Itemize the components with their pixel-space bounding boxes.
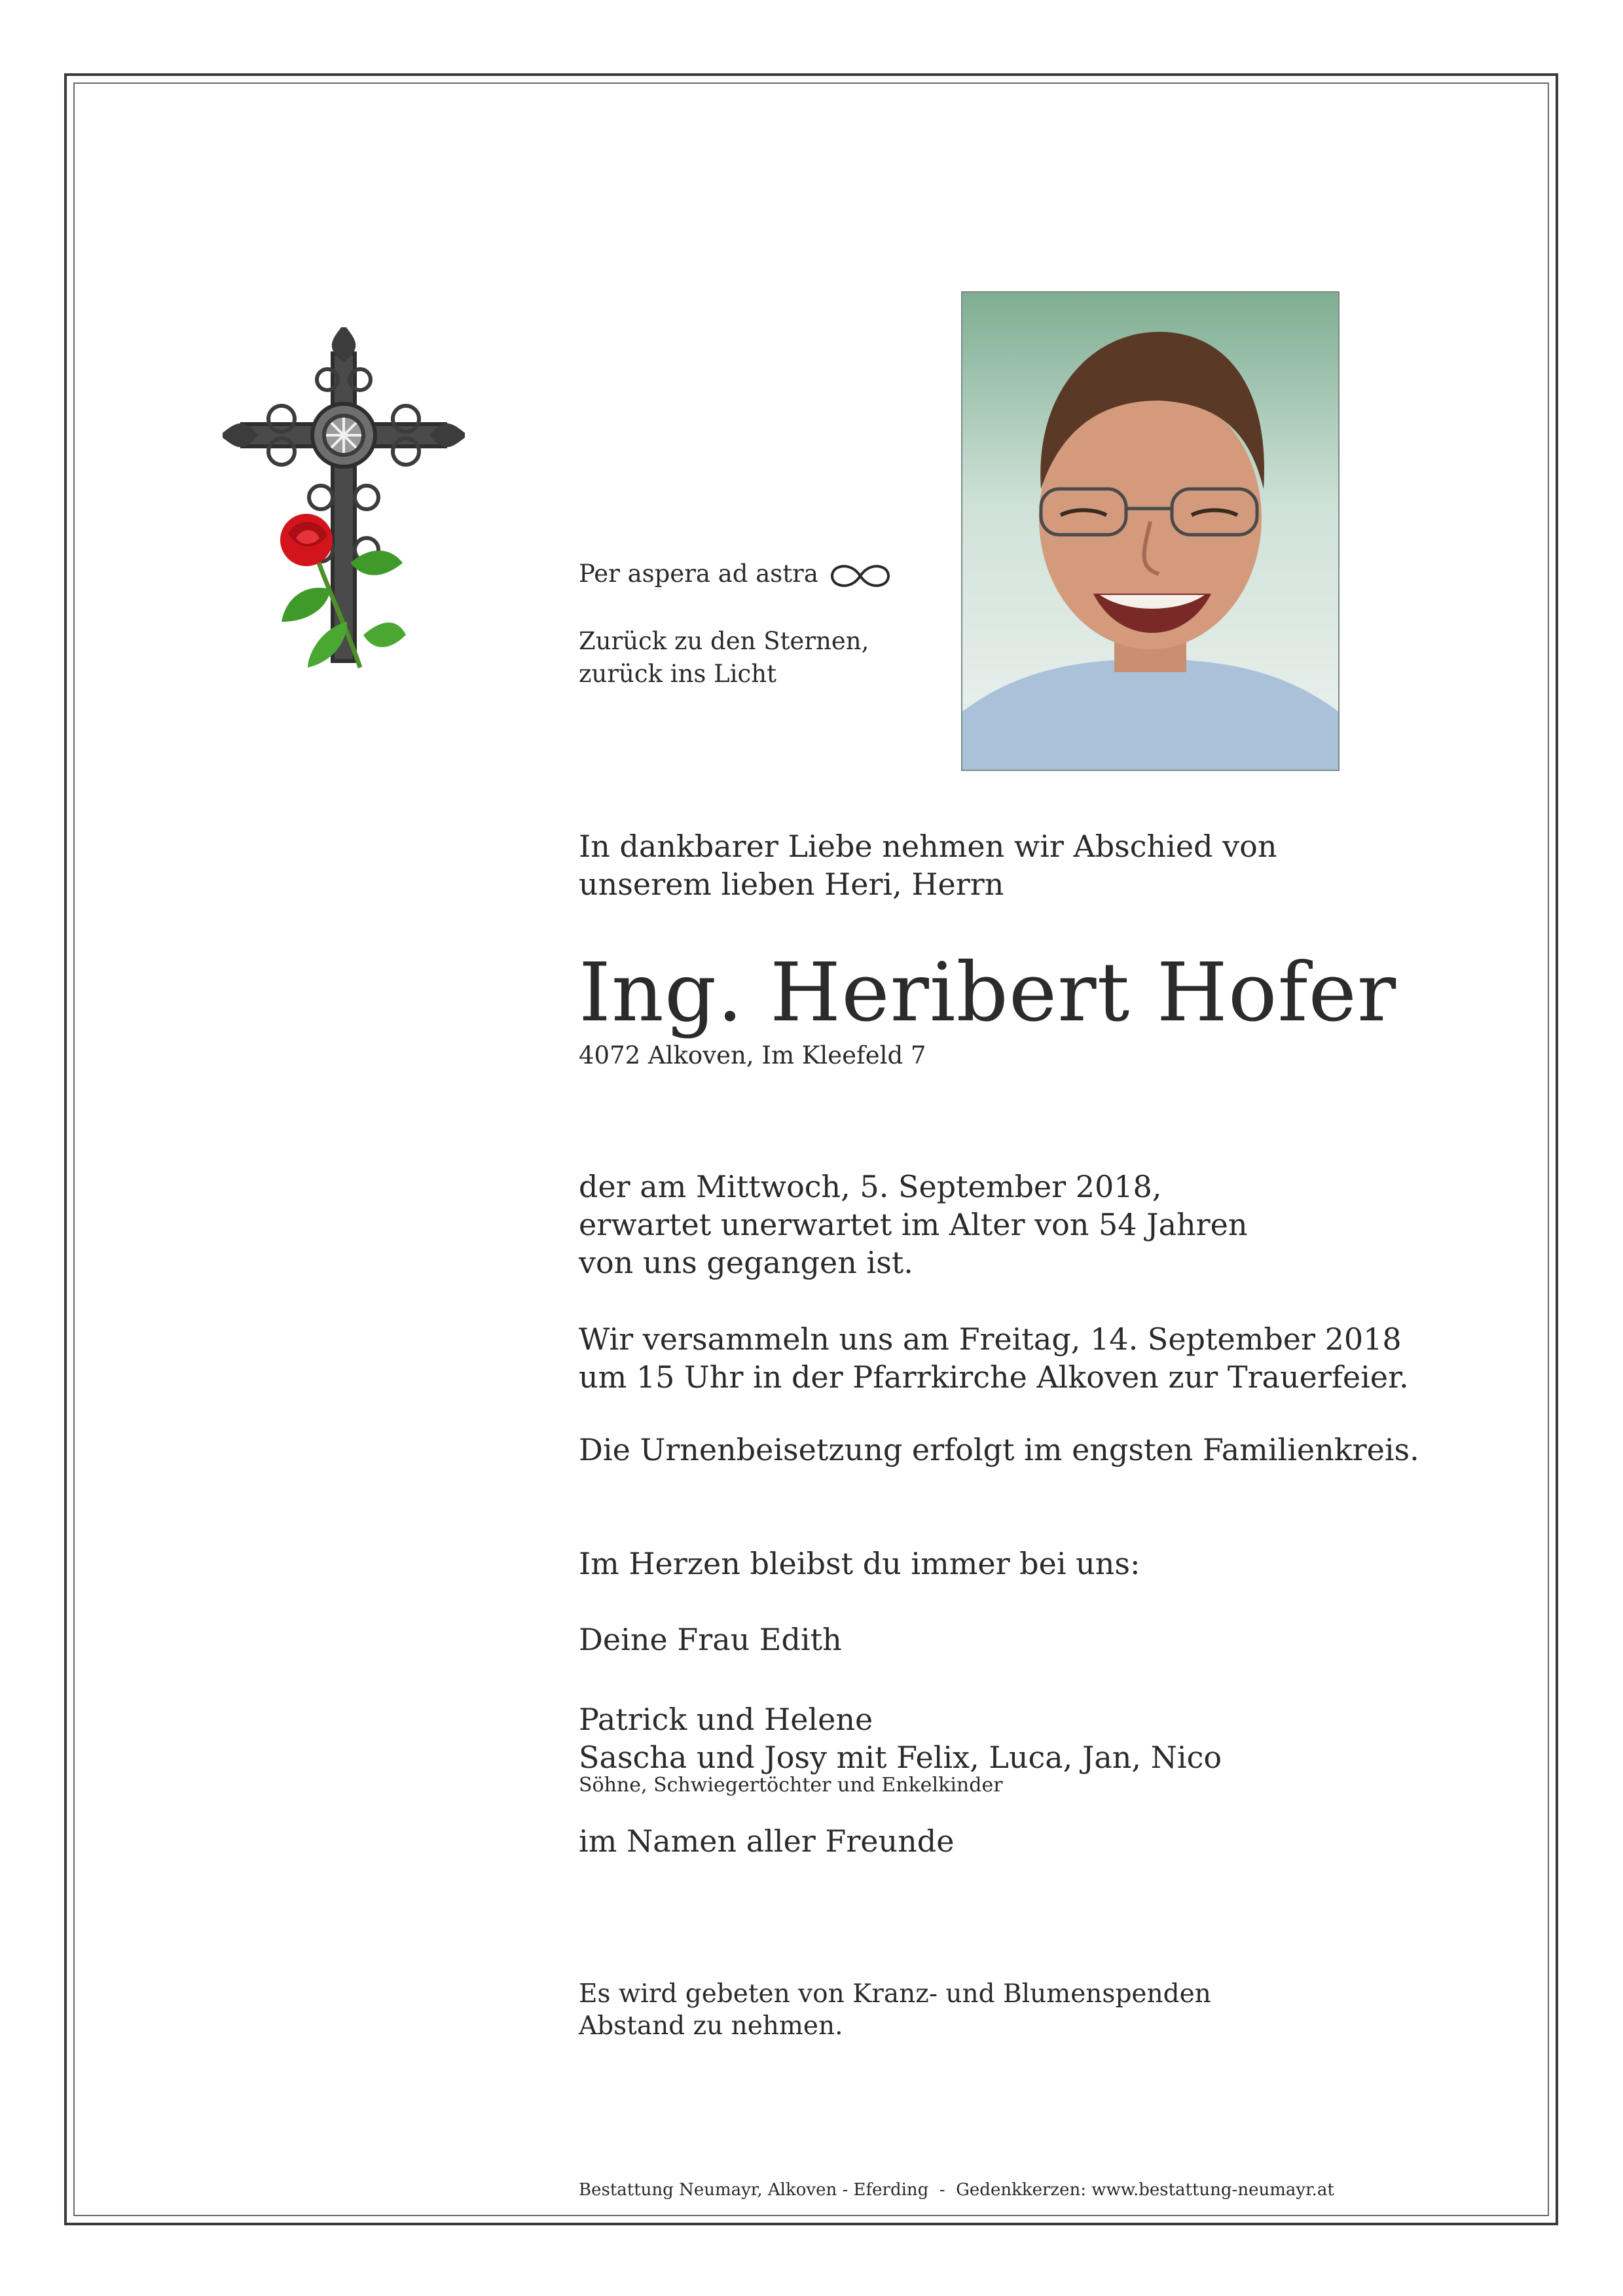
cross-with-rose-image: [223, 327, 465, 681]
mourners-heading: Im Herzen bleibst du immer bei uns:: [579, 1546, 1140, 1581]
motto-sub-line: Zurück zu den Sternen,: [579, 627, 869, 655]
motto-line: [579, 562, 893, 590]
children-line: Sascha und Josy mit Felix, Luca, Jan, Nico: [579, 1740, 1222, 1775]
infinity-icon: [828, 562, 893, 590]
funeral-home-footer: Bestattung Neumayr, Alkoven - Eferding - Gedenkkerzen: www.bestattung-neumayr.at: [579, 2180, 1334, 2200]
death-line: erwartet unerwartet im Alter von 54 Jahren: [579, 1207, 1248, 1242]
death-line: von uns gegangen ist.: [579, 1245, 913, 1280]
service-line: um 15 Uhr in der Pfarrkirche Alkoven zur Trauerfeier.: [579, 1359, 1409, 1395]
mourner-friends: im Namen aller Freunde: [579, 1823, 955, 1859]
deceased-address: 4072 Alkoven, Im Kleefeld 7: [579, 1041, 926, 1069]
motto-sub-line: zurück ins Licht: [579, 660, 776, 688]
motto-text: Per aspera ad astra: [579, 560, 818, 588]
mourner-children: [579, 1700, 1222, 1776]
intro-line: In dankbarer Liebe nehmen wir Abschied von: [579, 829, 1277, 864]
portrait-image: [962, 293, 1338, 770]
children-relation-note: Söhne, Schwiegertöchter und Enkelkinder: [579, 1774, 1003, 1797]
flower-donation-request: [579, 1978, 1211, 2042]
portrait-photo: [961, 291, 1340, 771]
service-line: Wir versammeln uns am Freitag, 14. September 2018: [579, 1321, 1402, 1357]
request-line: Es wird gebeten von Kranz- und Blumenspenden: [579, 1979, 1211, 2009]
mourner-wife: Deine Frau Edith: [579, 1622, 842, 1657]
funeral-service-info: [579, 1320, 1409, 1396]
children-line: Patrick und Helene: [579, 1702, 873, 1737]
deceased-name: Ing. Heribert Hofer: [579, 946, 1397, 1040]
death-notice: [579, 1168, 1248, 1282]
motto-subtext: [579, 625, 869, 691]
urn-burial-info: Die Urnenbeisetzung erfolgt im engsten Familienkreis.: [579, 1432, 1419, 1467]
intro-line: unserem lieben Heri, Herrn: [579, 867, 1004, 902]
intro-text: [579, 827, 1277, 903]
request-line: Abstand zu nehmen.: [579, 2011, 843, 2041]
death-line: der am Mittwoch, 5. September 2018,: [579, 1169, 1162, 1204]
